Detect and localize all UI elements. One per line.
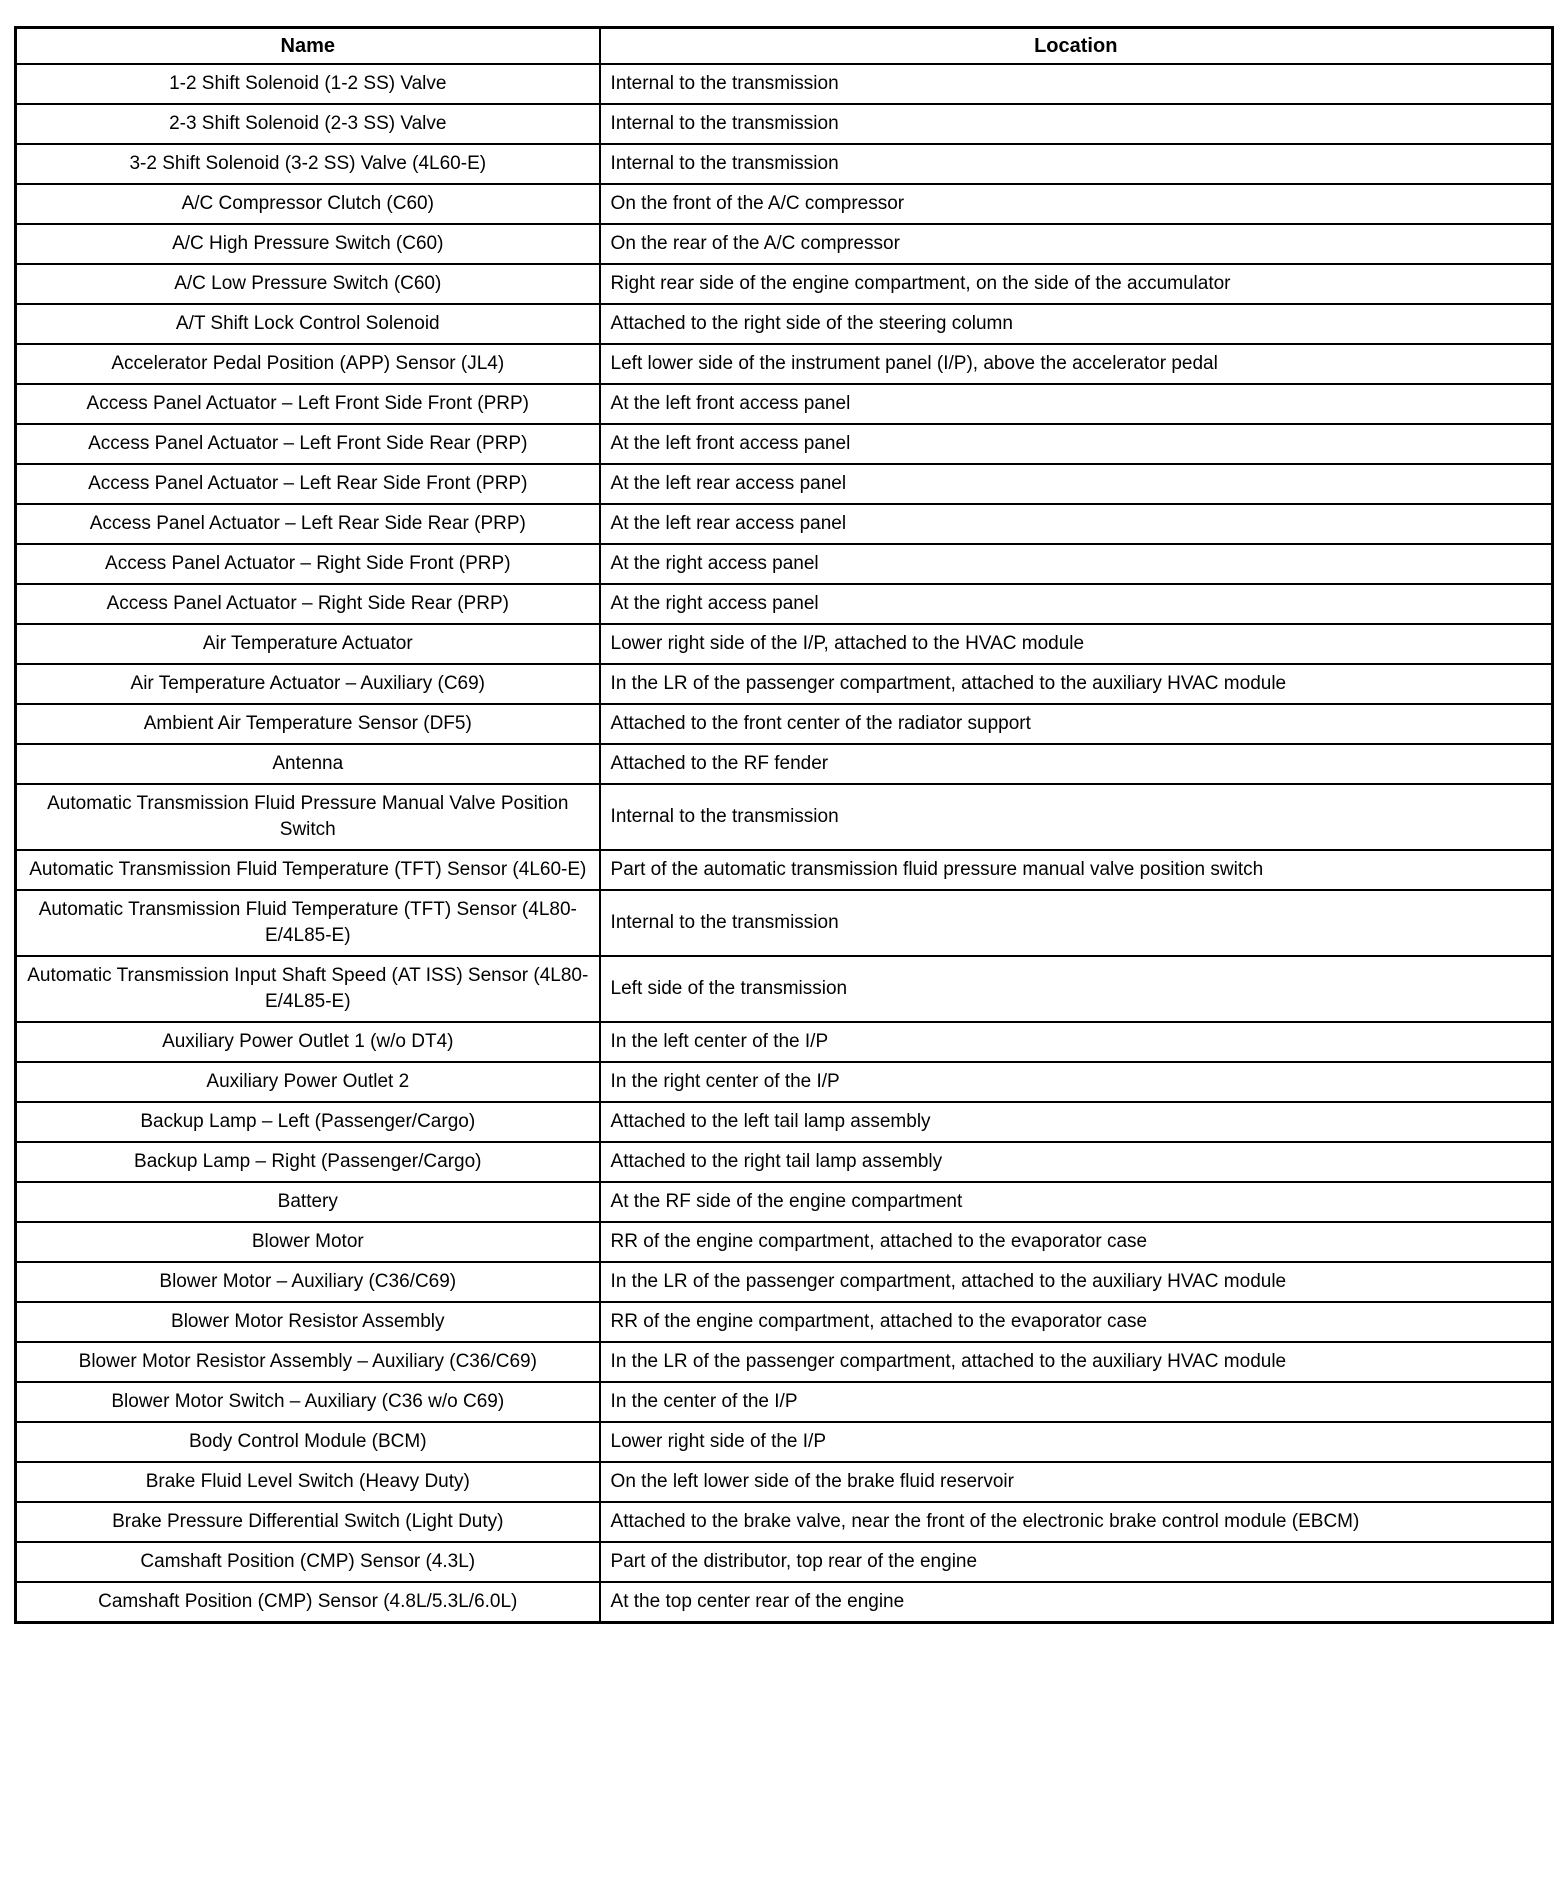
component-location-cell: RR of the engine compartment, attached to the evaporator case bbox=[600, 1222, 1553, 1262]
table-row bbox=[16, 1182, 1553, 1222]
component-location-cell: In the LR of the passenger compartment, attached to the auxiliary HVAC module bbox=[600, 1342, 1553, 1382]
component-name-cell: 1-2 Shift Solenoid (1-2 SS) Valve bbox=[16, 64, 600, 104]
component-location-cell: Attached to the right side of the steering column bbox=[600, 304, 1553, 344]
component-name-cell: Automatic Transmission Fluid Temperature (TFT) Sensor (4L60-E) bbox=[16, 850, 600, 890]
component-location-cell: At the right access panel bbox=[600, 544, 1553, 584]
component-name-cell: Air Temperature Actuator bbox=[16, 624, 600, 664]
component-location-cell: At the top center rear of the engine bbox=[600, 1582, 1553, 1623]
table-row bbox=[16, 1262, 1553, 1302]
table-row bbox=[16, 144, 1553, 184]
table-row bbox=[16, 544, 1553, 584]
component-name-cell: Ambient Air Temperature Sensor (DF5) bbox=[16, 704, 600, 744]
component-name-cell: Access Panel Actuator – Right Side Rear (PRP) bbox=[16, 584, 600, 624]
component-location-cell: Right rear side of the engine compartment, on the side of the accumulator bbox=[600, 264, 1553, 304]
component-location-cell: Left side of the transmission bbox=[600, 956, 1553, 1022]
component-name-cell: Blower Motor – Auxiliary (C36/C69) bbox=[16, 1262, 600, 1302]
component-location-cell: In the LR of the passenger compartment, attached to the auxiliary HVAC module bbox=[600, 1262, 1553, 1302]
table-row bbox=[16, 664, 1553, 704]
component-name-cell: Air Temperature Actuator – Auxiliary (C69) bbox=[16, 664, 600, 704]
table-row bbox=[16, 264, 1553, 304]
component-location-cell: Internal to the transmission bbox=[600, 104, 1553, 144]
table-row bbox=[16, 624, 1553, 664]
table-row bbox=[16, 304, 1553, 344]
component-name-cell: Blower Motor Resistor Assembly – Auxiliary (C36/C69) bbox=[16, 1342, 600, 1382]
component-location-cell: Lower right side of the I/P, attached to the HVAC module bbox=[600, 624, 1553, 664]
table-row bbox=[16, 184, 1553, 224]
table-row bbox=[16, 1502, 1553, 1542]
component-location-cell: Internal to the transmission bbox=[600, 890, 1553, 956]
component-location-cell: Left lower side of the instrument panel (I/P), above the accelerator pedal bbox=[600, 344, 1553, 384]
table-row bbox=[16, 584, 1553, 624]
component-name-cell: Antenna bbox=[16, 744, 600, 784]
table-row bbox=[16, 464, 1553, 504]
component-name-cell: Camshaft Position (CMP) Sensor (4.8L/5.3L/6.0L) bbox=[16, 1582, 600, 1623]
table-row bbox=[16, 704, 1553, 744]
component-location-cell: RR of the engine compartment, attached to the evaporator case bbox=[600, 1302, 1553, 1342]
component-name-cell: 2-3 Shift Solenoid (2-3 SS) Valve bbox=[16, 104, 600, 144]
table-row bbox=[16, 1142, 1553, 1182]
component-name-cell: Automatic Transmission Fluid Temperature (TFT) Sensor (4L80-E/4L85-E) bbox=[16, 890, 600, 956]
component-name-cell: Camshaft Position (CMP) Sensor (4.3L) bbox=[16, 1542, 600, 1582]
component-location-cell: Attached to the left tail lamp assembly bbox=[600, 1102, 1553, 1142]
table-row bbox=[16, 1102, 1553, 1142]
component-location-cell: At the RF side of the engine compartment bbox=[600, 1182, 1553, 1222]
component-location-cell: At the left front access panel bbox=[600, 424, 1553, 464]
component-location-cell: In the center of the I/P bbox=[600, 1382, 1553, 1422]
table-row bbox=[16, 384, 1553, 424]
component-name-cell: Body Control Module (BCM) bbox=[16, 1422, 600, 1462]
component-location-cell: Part of the distributor, top rear of the engine bbox=[600, 1542, 1553, 1582]
component-location-cell: Internal to the transmission bbox=[600, 64, 1553, 104]
component-name-cell: Access Panel Actuator – Left Rear Side Front (PRP) bbox=[16, 464, 600, 504]
component-location-cell: On the front of the A/C compressor bbox=[600, 184, 1553, 224]
component-location-cell: Attached to the RF fender bbox=[600, 744, 1553, 784]
component-name-cell: Brake Fluid Level Switch (Heavy Duty) bbox=[16, 1462, 600, 1502]
table-row bbox=[16, 1222, 1553, 1262]
table-row bbox=[16, 784, 1553, 850]
component-location-cell: Lower right side of the I/P bbox=[600, 1422, 1553, 1462]
table-row bbox=[16, 850, 1553, 890]
component-location-cell: Internal to the transmission bbox=[600, 784, 1553, 850]
component-location-cell: In the LR of the passenger compartment, attached to the auxiliary HVAC module bbox=[600, 664, 1553, 704]
table-row bbox=[16, 1542, 1553, 1582]
component-name-cell: A/T Shift Lock Control Solenoid bbox=[16, 304, 600, 344]
component-location-cell: Internal to the transmission bbox=[600, 144, 1553, 184]
component-location-cell: Attached to the brake valve, near the front of the electronic brake control module (EBCM) bbox=[600, 1502, 1553, 1542]
table-row bbox=[16, 64, 1553, 104]
component-name-cell: Access Panel Actuator – Left Front Side Rear (PRP) bbox=[16, 424, 600, 464]
component-name-cell: A/C Low Pressure Switch (C60) bbox=[16, 264, 600, 304]
component-location-cell: Attached to the right tail lamp assembly bbox=[600, 1142, 1553, 1182]
header-row bbox=[16, 28, 1553, 65]
component-name-cell: Automatic Transmission Fluid Pressure Manual Valve Position Switch bbox=[16, 784, 600, 850]
component-name-cell: Backup Lamp – Left (Passenger/Cargo) bbox=[16, 1102, 600, 1142]
table-row bbox=[16, 1382, 1553, 1422]
table-row bbox=[16, 1462, 1553, 1502]
component-name-cell: Blower Motor bbox=[16, 1222, 600, 1262]
table-row bbox=[16, 956, 1553, 1022]
component-location-cell: On the rear of the A/C compressor bbox=[600, 224, 1553, 264]
table-row bbox=[16, 1342, 1553, 1382]
component-name-cell: Auxiliary Power Outlet 2 bbox=[16, 1062, 600, 1102]
component-name-cell: Access Panel Actuator – Right Side Front (PRP) bbox=[16, 544, 600, 584]
component-name-cell: A/C High Pressure Switch (C60) bbox=[16, 224, 600, 264]
component-name-cell: A/C Compressor Clutch (C60) bbox=[16, 184, 600, 224]
table-row bbox=[16, 424, 1553, 464]
table-row bbox=[16, 890, 1553, 956]
component-location-cell: Attached to the front center of the radiator support bbox=[600, 704, 1553, 744]
component-location-cell: At the left front access panel bbox=[600, 384, 1553, 424]
component-location-table bbox=[14, 26, 1554, 1624]
component-name-cell: Access Panel Actuator – Left Front Side Front (PRP) bbox=[16, 384, 600, 424]
component-name-cell: Accelerator Pedal Position (APP) Sensor (JL4) bbox=[16, 344, 600, 384]
component-name-cell: Blower Motor Resistor Assembly bbox=[16, 1302, 600, 1342]
component-location-cell: At the left rear access panel bbox=[600, 464, 1553, 504]
component-name-cell: Brake Pressure Differential Switch (Light Duty) bbox=[16, 1502, 600, 1542]
name-column-header: Name bbox=[16, 28, 600, 65]
location-column-header: Location bbox=[600, 28, 1553, 65]
table-row bbox=[16, 1062, 1553, 1102]
table-row bbox=[16, 744, 1553, 784]
table-row bbox=[16, 344, 1553, 384]
component-location-cell: In the right center of the I/P bbox=[600, 1062, 1553, 1102]
component-name-cell: Backup Lamp – Right (Passenger/Cargo) bbox=[16, 1142, 600, 1182]
component-name-cell: 3-2 Shift Solenoid (3-2 SS) Valve (4L60-E) bbox=[16, 144, 600, 184]
component-name-cell: Access Panel Actuator – Left Rear Side Rear (PRP) bbox=[16, 504, 600, 544]
component-name-cell: Auxiliary Power Outlet 1 (w/o DT4) bbox=[16, 1022, 600, 1062]
table-row bbox=[16, 224, 1553, 264]
table-row bbox=[16, 1302, 1553, 1342]
table-row bbox=[16, 504, 1553, 544]
table-row bbox=[16, 1422, 1553, 1462]
component-location-cell: At the left rear access panel bbox=[600, 504, 1553, 544]
component-location-cell: Part of the automatic transmission fluid pressure manual valve position switch bbox=[600, 850, 1553, 890]
table-row bbox=[16, 1582, 1553, 1623]
component-name-cell: Automatic Transmission Input Shaft Speed (AT ISS) Sensor (4L80-E/4L85-E) bbox=[16, 956, 600, 1022]
table-body bbox=[16, 64, 1553, 1623]
component-location-cell: In the left center of the I/P bbox=[600, 1022, 1553, 1062]
table-row bbox=[16, 1022, 1553, 1062]
component-location-cell: On the left lower side of the brake fluid reservoir bbox=[600, 1462, 1553, 1502]
component-name-cell: Blower Motor Switch – Auxiliary (C36 w/o C69) bbox=[16, 1382, 600, 1422]
component-name-cell: Battery bbox=[16, 1182, 600, 1222]
table-row bbox=[16, 104, 1553, 144]
component-location-cell: At the right access panel bbox=[600, 584, 1553, 624]
